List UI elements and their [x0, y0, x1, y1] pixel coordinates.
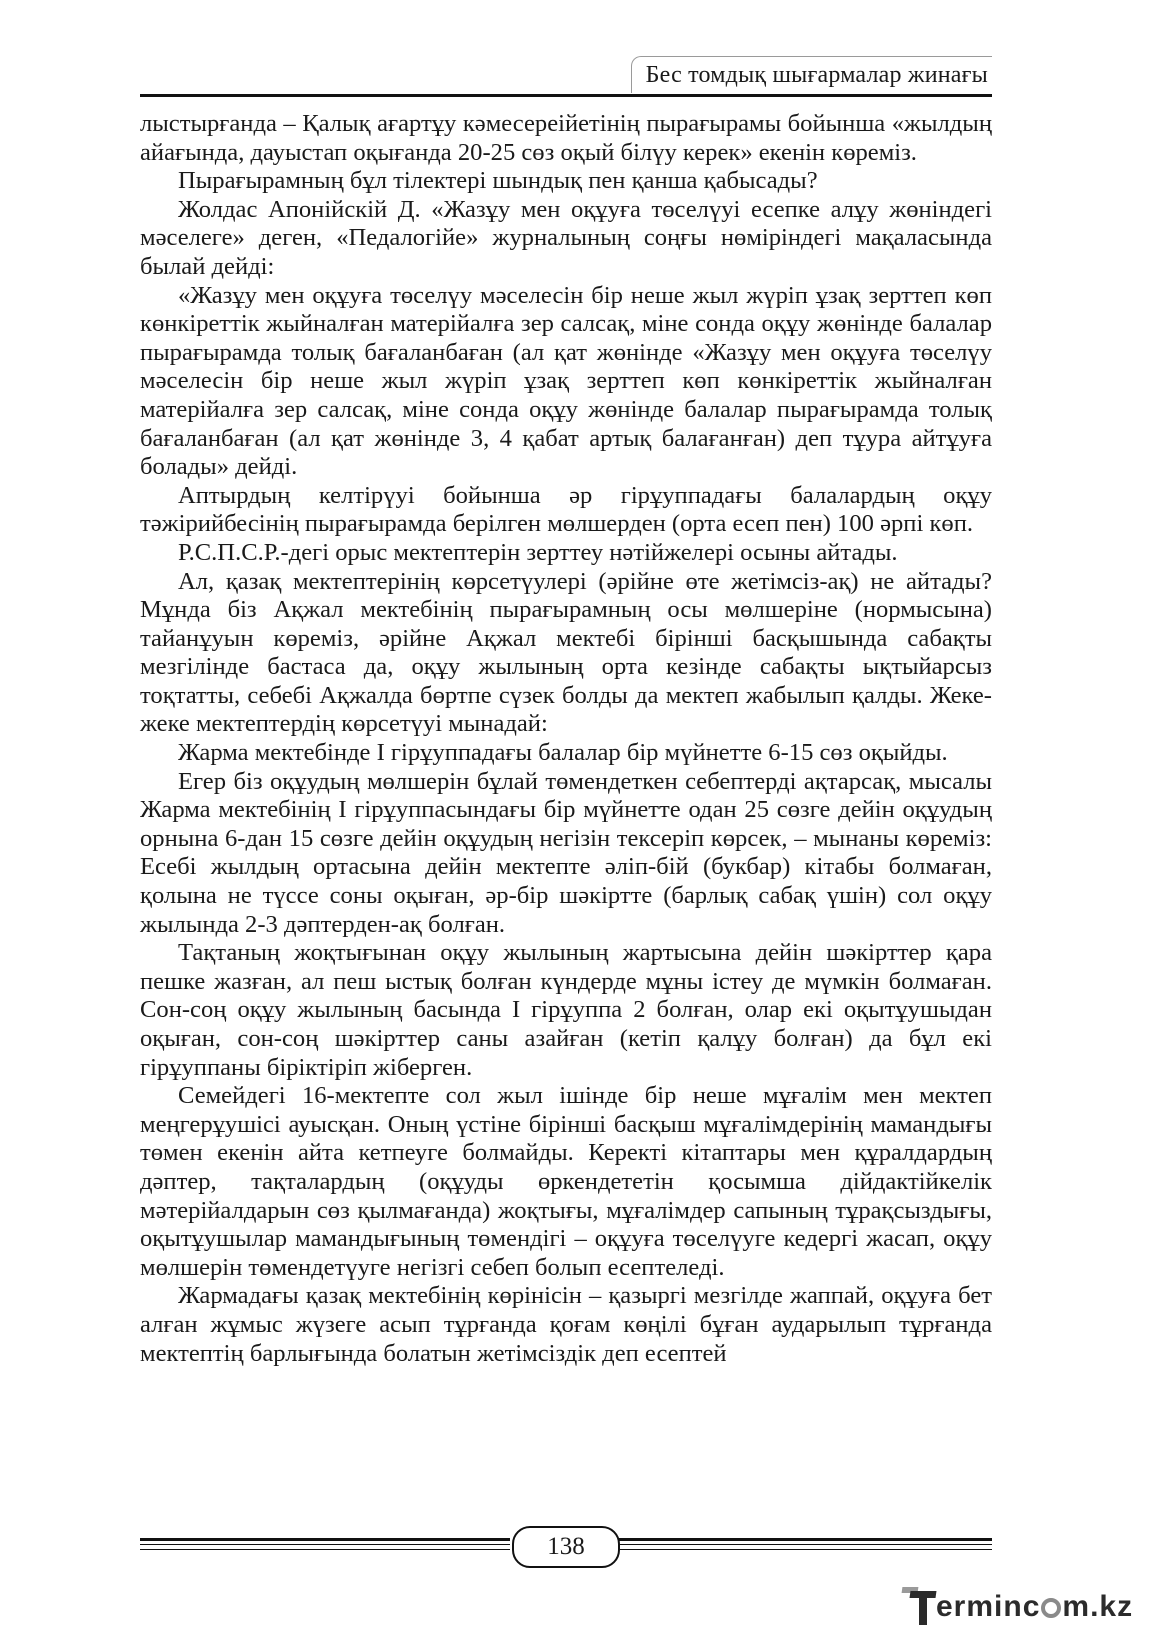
paragraph-8: Жарма мектебінде І гірұуппадағы балалар бір мүйнетте 6-15 сөз оқыйды. — [178, 739, 948, 767]
footer-rule-left-thin — [140, 1544, 510, 1545]
footer-rule-right-thin-2 — [618, 1549, 992, 1550]
paragraph-5: Аптырдың келтірүуі бойынша әр гірұуппадағы балалардың оқұу тәжірийбесінің пырағырамда берілген мөлшерден (орта есеп пен) 100 әрпі көп. — [140, 481, 992, 538]
paragraph-2: Пырағырамның бұл тілектері шындық пен қанша қабысады? — [178, 167, 818, 195]
running-header — [140, 56, 992, 96]
page-number: 138 — [547, 1533, 585, 1560]
paragraph-4-quote: «Жазұу мен оқұуға төселүу мәселесін бір неше жыл жүріп ұзақ зерттеп көп көнкіреттік жыйналған матерійалға зер салсақ, міне сонда оқұу жөнінде балалар пырағырамда толық бағаланбаған (ал қат жөнінде «Жазұу мен оқұуға төселүу мәселесін бір неше жыл жүріп ұзақ зерттеп көп көнкіреттік жыйналған матерійалға зер салсақ, міне сонда оқұу жөнінде балалар пырағырамда толық бағаланбаған (ал қат жөнінде 3, 4 қабат артық балағанған) деп тұура айтұуға болады» дейді. — [140, 281, 992, 481]
paragraph-6: Р.С.П.С.Р.-дегі орыс мектептерін зерттеу нәтійжелері осыны айтады. — [178, 538, 898, 566]
footer-rule-right — [618, 1538, 992, 1541]
page-footer — [140, 1524, 992, 1568]
paragraph-11: Семейдегі 16-мектепте сол жыл ішінде бір неше мұғалім мен мектеп меңгерұушісі ауысқан. Оның үстіне бірінші басқыш мұғалімдерінің мамандығы төмен екенін айта кетпеуге болмайды. Керекті кітаптары мен құралдардың дәптер, тақталардың (оқұуды өркендететін қосымша дійдактійкелік мәтерійалдарын сөз қылмағанда) жоқтығы, мұғалімдер сапының тұрақсыздығы, оқытұушылар мамандығының төмендігі – оқұуға төселүуге кедергі жасап, оқұу мөлшерін төмендетүуге негізгі себеп болып есептеледі. — [140, 1082, 992, 1281]
paragraph-9: Егер біз оқұудың мөлшерін бұлай төмендеткен себептерді ақтарсақ, мысалы Жарма мектебінің І гірұуппасындағы бір мүйнетте одан 25 сөзге дейін оқұудың орнына 6-дан 15 сөзге дейін оқұудың негізін тексеріп көрсек, – мынаны көреміз: Есебі жылдың ортасына дейін мектепте әліп-бій (букбар) кітабы болмаған, қолына не түссе соны оқыған, әр-бір шәкіртте (барлық сабақ үшін) сол оқұу жылында 2-3 дәптерден-ақ болған. — [140, 767, 992, 938]
footer-rule-left — [140, 1538, 510, 1541]
paragraph-7: Ал, қазақ мектептерінің көрсетүулері (әрійне өте жетімсіз-ақ) не айтады? Мұнда біз Ақжал мектебінің пырағырамның осы мөлшеріне (нормысына) тайанұуын көреміз, әрійне Ақжал мектебі бірінші басқышында сабақты мезгілінде бастаса да, оқұу жылының орта кезінде сабақты ықтыйарсыз тоқтатты, себебі Ақжалда бөртпе сүзек болды да мектеп жабылып қалды. Жеке-жеке мектептердің көрсетүуі мынадай: — [140, 567, 992, 738]
paragraph-12: Жармадағы қазақ мектебінің көрінісін – қазыргі мезгілде жаппай, оқұуға бет алған жұмыс жүзеге асып тұрғанда қоғам көңілі бұған аударылып тұрғанда мектептің барлығында болатын жетімсіздік деп есептей — [140, 1282, 992, 1367]
running-header-frame — [631, 56, 992, 93]
running-header-title: Бес томдық шығармалар жинағы — [645, 61, 988, 88]
page-number-frame — [512, 1526, 620, 1568]
body-text — [140, 110, 992, 1368]
termincom-watermark-logo — [910, 1577, 1140, 1627]
paragraph-1: лыстырғанда – Қалық ағартұу кәмесереійетінің пырағырамы бойынша «жылдың айағында, дауыстап оқығанда 20-25 сөз оқый білүу керек» екенін көреміз. — [140, 110, 992, 166]
header-rule — [140, 94, 992, 97]
paragraph-3: Жолдас Апонійскій Д. «Жазұу мен оқұуға төселүуі есепке алұу жөніндегі мәселеге» деген, «Педалогійе» журналының соңғы нөміріндегі мақаласында былай дейді: — [140, 195, 992, 280]
paragraph-10: Тақтаның жоқтығынан оқұу жылының жартысына дейін шәкірттер қара пешке жазған, ал пеш ыстық болған күндерде мұны істеу де мүмкін болмаған. Сон-соң оқұу жылының басында І гірұуппа 2 болған, олар екі оқытұушыдан оқыған, сон-соң шәкірттер саны азайған (кетіп қалұу болған) да бұл екі гірұуппаны біріктіріп жіберген. — [140, 939, 992, 1081]
footer-rule-right-thin — [618, 1544, 992, 1545]
watermark-t-icon — [910, 1587, 936, 1627]
footer-rule-left-thin-2 — [140, 1549, 510, 1550]
watermark-text: erminc m.kz — [936, 1590, 1134, 1623]
watermark-o-ring-icon — [1041, 1598, 1061, 1618]
